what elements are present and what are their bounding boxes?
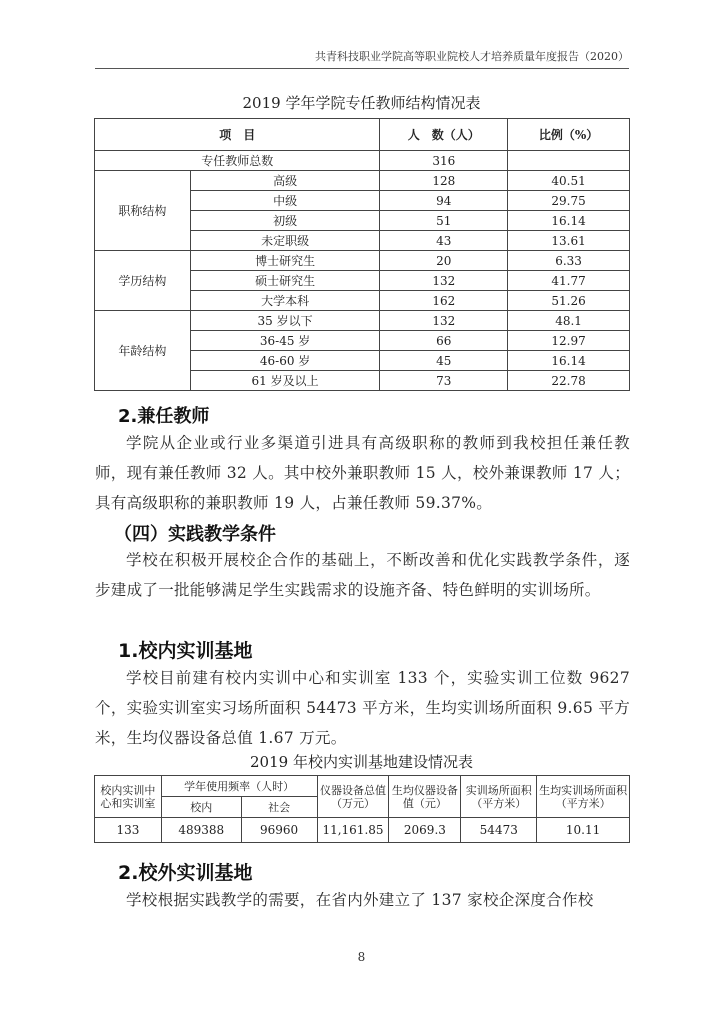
cell-per-area: 10.11 [537,818,630,843]
cell-ratio: 12.97 [508,331,630,351]
h-equip: 仪器设备总值（万元） [317,776,389,818]
table-row [95,311,630,331]
cell-ratio: 48.1 [508,311,630,331]
cell-item: 36-45 岁 [190,331,380,351]
cell-count: 132 [380,311,508,331]
table2-caption: 2019 年校内实训基地建设情况表 [250,753,473,771]
header-item: 项 目 [95,119,380,151]
h-freq: 学年使用频率（人时） [161,776,317,797]
cell-item: 未定职级 [190,231,380,251]
h-per-equip: 生均仪器设备值（元） [389,776,461,818]
cell-count: 132 [380,271,508,291]
training-base-table [94,775,630,843]
cell-oncampus: 489388 [161,818,241,843]
table1-caption: 2019 学年学院专任教师结构情况表 [242,94,481,112]
cell-count: 73 [380,371,508,391]
heading-parttime: 2.兼任教师 [118,406,210,427]
cell-ratio: 16.14 [508,211,630,231]
cell-ratio: 16.14 [508,351,630,371]
page-header: 共青科技职业学院高等职业院校人才培养质量年度报告（2020） [95,48,629,69]
cell-ratio: 51.26 [508,291,630,311]
cell-ratio: 22.78 [508,371,630,391]
h-social: 社会 [241,797,317,818]
cell-centers: 133 [95,818,162,843]
cell-ratio: 6.33 [508,251,630,271]
header-count: 人 数（人） [380,119,508,151]
para-oncampus: 学校目前建有校内实训中心和实训室 133 个，实验实训工位数 9627 个，实验实训室实习场所面积 54473 平方米，生均实训场所面积 9.65 平方米，生均仪器设备总值 1.67 万元。 [95,669,630,747]
heading-practice: （四）实践教学条件 [114,524,276,545]
cell-count: 43 [380,231,508,251]
header-ratio: 比例（%） [508,119,630,151]
cell-item: 中级 [190,191,380,211]
cell-count: 128 [380,171,508,191]
cell-item: 大学本科 [190,291,380,311]
cell-item: 博士研究生 [190,251,380,271]
cell-item: 硕士研究生 [190,271,380,291]
para-parttime: 学院从企业或行业多渠道引进具有高级职称的教师到我校担任兼任教师，现有兼任教师 32 人。其中校外兼职教师 15 人，校外兼课教师 17 人；具有高级职称的兼职教师 19 人，占兼任教师 59.37%。 [95,434,630,512]
cell-ratio: 40.51 [508,171,630,191]
cell-social: 96960 [241,818,317,843]
cell-count: 162 [380,291,508,311]
teacher-structure-table [94,118,630,391]
cell-count: 45 [380,351,508,371]
cell-item: 46-60 岁 [190,351,380,371]
cell-item: 35 岁以下 [190,311,380,331]
cell-equip: 11,161.85 [317,818,389,843]
h-area: 实训场所面积（平方米） [461,776,537,818]
group-label: 学历结构 [95,251,191,311]
cell-item: 高级 [190,171,380,191]
para-practice: 学校在积极开展校企合作的基础上，不断改善和优化实践教学条件，逐步建成了一批能够满足学生实践需求的设施齐备、特色鲜明的实训场所。 [95,551,630,599]
h-oncampus: 校内 [161,797,241,818]
h-centers: 校内实训中心和实训室 [95,776,162,818]
cell-count: 94 [380,191,508,211]
h-per-area: 生均实训场所面积（平方米） [537,776,630,818]
group-label: 职称结构 [95,171,191,251]
cell-count: 51 [380,211,508,231]
group-label: 年龄结构 [95,311,191,391]
total-value: 316 [380,151,508,171]
cell-item: 61 岁及以上 [190,371,380,391]
cell-count: 66 [380,331,508,351]
heading-oncampus: 1.校内实训基地 [118,640,253,662]
cell-count: 20 [380,251,508,271]
page-number: 8 [357,950,366,964]
cell-ratio: 13.61 [508,231,630,251]
total-label: 专任教师总数 [95,151,380,171]
cell-item: 初级 [190,211,380,231]
cell-ratio: 29.75 [508,191,630,211]
cell-area: 54473 [461,818,537,843]
cell-ratio: 41.77 [508,271,630,291]
table-row [95,171,630,191]
total-ratio [508,151,630,171]
para-offcampus: 学校根据实践教学的需要，在省内外建立了 137 家校企深度合作校 [126,891,594,909]
table-row [95,251,630,271]
heading-offcampus: 2.校外实训基地 [118,862,253,884]
cell-per-equip: 2069.3 [389,818,461,843]
